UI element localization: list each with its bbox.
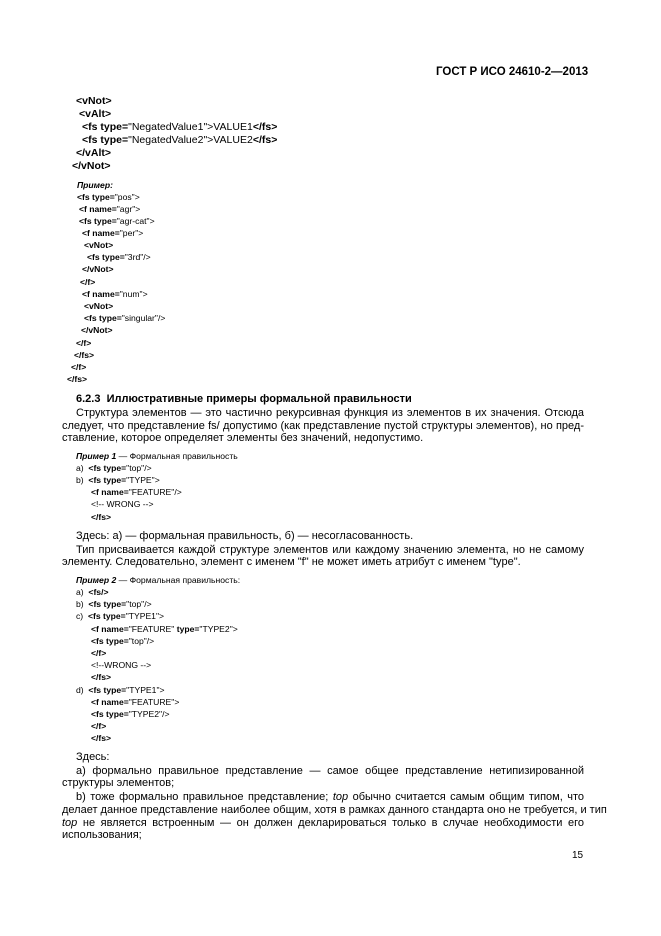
paragraph-line: элементу. Следовательно, элемент с именем "f" не может иметь атрибут с именем "type". xyxy=(62,556,521,568)
code-line: <fs type="NegatedValue1">VALUE1</fs> xyxy=(82,121,278,133)
code-line: </f> xyxy=(71,362,87,372)
code-line: <vNot> xyxy=(84,240,114,250)
paragraph-line: b) тоже формально правильное представление; top обычно считается самым общим типом, что xyxy=(76,791,584,803)
example-2-title: Пример 2 — Формальная правильность: xyxy=(76,575,241,585)
page-header-standard: ГОСТ Р ИСО 24610-2—2013 xyxy=(436,66,589,78)
code-line: </fs> xyxy=(91,733,112,743)
paragraph-line: Здесь: xyxy=(76,751,110,763)
paragraph-line: Структура элементов — это частично рекурсивная функция из элементов в их значения. Отсюда xyxy=(76,407,584,419)
code-line: </fs> xyxy=(67,374,88,384)
code-line: а) <fs/> xyxy=(76,587,109,597)
code-line: <f name="agr"> xyxy=(79,204,141,214)
section-heading: 6.2.3 Иллюстративные примеры формальной правильности xyxy=(76,393,412,405)
code-line: </vNot> xyxy=(82,264,114,274)
code-line: </f> xyxy=(80,277,96,287)
code-line: <f name="FEATURE" type="TYPE2"> xyxy=(91,624,238,634)
code-line: <f name="per"> xyxy=(82,228,144,238)
code-line: </fs> xyxy=(91,512,112,522)
code-line: <fs type="singular"/> xyxy=(84,313,166,323)
code-line: </vNot> xyxy=(81,325,113,335)
code-line: </fs> xyxy=(74,350,95,360)
paragraph-line: Здесь: а) — формальная правильность, б) — несогласованность. xyxy=(76,530,414,542)
code-line: <f name="FEATURE"> xyxy=(91,697,180,707)
code-line: <vNot> xyxy=(84,301,114,311)
page-number: 15 xyxy=(572,850,584,861)
code-line: d) <fs type="TYPE1"> xyxy=(76,685,165,695)
paragraph-line: а) формально правильное представление — самое общее представление нетипизированной xyxy=(76,765,584,777)
paragraph-line: использования; xyxy=(62,829,142,841)
code-line: <fs type="top"/> xyxy=(91,636,155,646)
paragraph-line: структуры элементов; xyxy=(62,777,175,789)
code-line: <vAlt> xyxy=(79,108,112,120)
code-line: </vNot> xyxy=(72,160,111,172)
code-line: </vAlt> xyxy=(76,147,112,159)
code-line: <fs type="agr-cat"> xyxy=(79,216,155,226)
paragraph-line: top не является встроенным — он должен декларироваться только в случае необходимости его xyxy=(62,817,584,829)
code-line: <fs type="NegatedValue2">VALUE2</fs> xyxy=(82,134,278,146)
example-label: Пример: xyxy=(77,180,113,190)
code-line: <fs type="pos"> xyxy=(77,192,140,202)
code-line: <f name="num"> xyxy=(82,289,148,299)
code-line: </f> xyxy=(91,721,107,731)
code-line: <fs type="3rd"/> xyxy=(87,252,151,262)
paragraph-line: Тип присваивается каждой структуре элементов или каждому значению элемента, но не самому xyxy=(76,544,584,556)
code-line: <!--WRONG --> xyxy=(91,660,152,670)
code-line: </fs> xyxy=(91,672,112,682)
code-line: b) <fs type="TYPE"> xyxy=(76,475,160,485)
code-line: c) <fs type="TYPE1"> xyxy=(76,611,165,621)
code-line: <vNot> xyxy=(76,95,112,107)
code-line: b) <fs type="top"/> xyxy=(76,599,152,609)
paragraph-line: ставление, которое определяет элементы без значений, недопустимо. xyxy=(62,432,424,444)
code-line: <fs type="TYPE2"/> xyxy=(91,709,170,719)
code-line: <f name="FEATURE"/> xyxy=(91,487,182,497)
example-1-title: Пример 1 — Формальная правильность xyxy=(76,451,238,461)
code-line: </f> xyxy=(76,338,92,348)
code-line: <!-- WRONG --> xyxy=(91,499,154,509)
paragraph-line: следует, что представление fs/ допустимо (как представление пустой структуры элементов), но пред- xyxy=(62,420,584,432)
code-line: </f> xyxy=(91,648,107,658)
code-line: а) <fs type="top"/> xyxy=(76,463,152,473)
paragraph-line: делает данное представление наиболее общим, хотя в рамках данного стандарта оно не требуется, и тип xyxy=(62,804,607,816)
